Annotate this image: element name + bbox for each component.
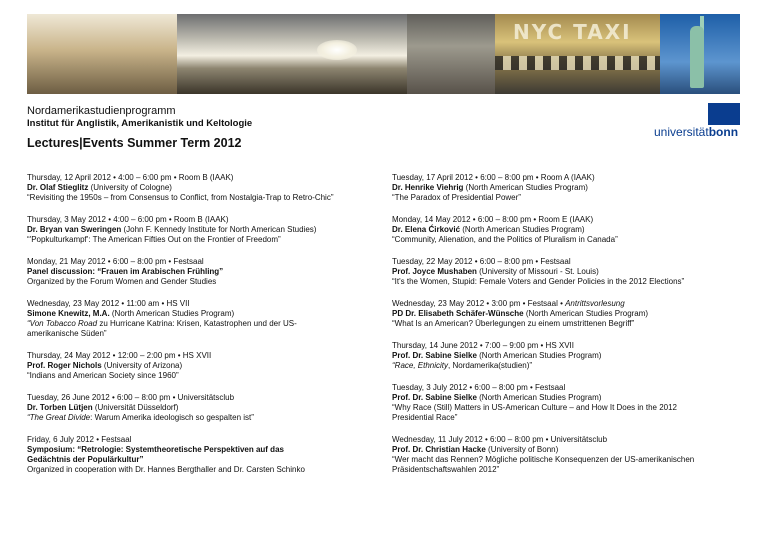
event-affiliation: (North American Studies Program) <box>476 393 602 402</box>
event-title: : Warum Amerika ideologisch so gespalten ist” <box>90 413 254 422</box>
event-title: “Community, Alienation, and the Politics of Pluralism in Canada” <box>392 235 618 244</box>
event-affiliation: (North American Studies Program) <box>463 183 588 192</box>
event-affiliation: (University of Arizona) <box>101 361 183 370</box>
banner-highway-image <box>407 14 495 94</box>
events-left-column <box>27 173 387 487</box>
banner-taxi-image <box>495 14 660 94</box>
event-item <box>27 257 387 287</box>
event-date: Thursday, 12 April 2012 • 4:00 – 6:00 pm • Room B (IAAK) <box>27 173 234 182</box>
event-speaker: Symposium: “Retrologie: Systemtheoretische Perspektiven auf das <box>27 445 284 454</box>
event-title-italic: “The Great Divide <box>27 413 91 422</box>
banner-sunset-road-image <box>177 14 407 94</box>
event-affiliation: (University of Bonn) <box>485 445 559 454</box>
events-right-column <box>392 173 752 487</box>
event-affiliation: (North American Studies Program) <box>460 225 585 234</box>
event-item <box>392 341 752 371</box>
statue-shape <box>690 26 704 88</box>
event-title: “Wer macht das Rennen? Mögliche politische Konsequenzen der US-amerikanischen <box>392 455 695 464</box>
event-title-line2: Präsidentschaftswahlen 2012” <box>392 465 500 474</box>
event-title: “The Paradox of Presidential Power” <box>392 193 521 202</box>
event-affiliation: (North American Studies Program) <box>476 351 602 360</box>
event-item <box>27 351 387 381</box>
event-item <box>27 393 387 423</box>
event-title-line2: Presidential Race” <box>392 413 458 422</box>
banner-statue-of-liberty-image <box>660 14 740 94</box>
event-date: Wednesday, 11 July 2012 • 6:00 – 8:00 pm • Universitätsclub <box>392 435 608 444</box>
event-date: Thursday, 14 June 2012 • 7:00 – 9:00 pm • HS XVII <box>392 341 575 350</box>
event-date: Thursday, 24 May 2012 • 12:00 – 2:00 pm • HS XVII <box>27 351 212 360</box>
event-date: Tuesday, 17 April 2012 • 6:00 – 8:00 pm • Room A (IAAK) <box>392 173 595 182</box>
program-name: Nordamerikastudienprogramm <box>27 105 176 117</box>
event-title-italic: “Von Tobacco Road <box>27 319 98 328</box>
event-title: Organized by the Forum Women and Gender Studies <box>27 277 217 286</box>
event-item <box>392 215 752 245</box>
event-affiliation: (John F. Kennedy Institute for North American Studies) <box>121 225 317 234</box>
event-speaker: Dr. Bryan van Sweringen <box>27 225 122 234</box>
event-speaker: Prof. Joyce Mushaben <box>392 267 477 276</box>
event-affiliation: (University of Cologne) <box>88 183 172 192</box>
event-date: Tuesday, 22 May 2012 • 6:00 – 8:00 pm • Festsaal <box>392 257 571 266</box>
event-item <box>27 435 387 475</box>
event-date: Tuesday, 26 June 2012 • 6:00 – 8:00 pm • Universitätsclub <box>27 393 235 402</box>
event-affiliation: (North American Studies Program) <box>109 309 235 318</box>
event-item <box>392 435 752 475</box>
event-item <box>392 173 752 203</box>
event-title: “Why Race (Still) Matters in US-American Culture – and How It Does in the 2012 <box>392 403 677 412</box>
event-date: Friday, 6 July 2012 • Festsaal <box>27 435 132 444</box>
event-speaker: Dr. Elena Ćirković <box>392 225 461 234</box>
logo-text-bold: bonn <box>708 125 739 139</box>
event-item <box>392 383 752 423</box>
banner-taxi-text: NYC TAXI <box>513 20 632 44</box>
event-title: “Indians and American Society since 1960” <box>27 371 179 380</box>
event-date: Tuesday, 3 July 2012 • 6:00 – 8:00 pm • Festsaal <box>392 383 566 392</box>
taxi-checker-stripe <box>495 56 660 70</box>
event-speaker: Prof. Dr. Sabine Sielke <box>392 351 477 360</box>
institute-name: Institut für Anglistik, Amerikanistik und Keltologie <box>27 118 253 129</box>
event-affiliation: (University of Missouri - St. Louis) <box>476 267 599 276</box>
university-building-icon <box>708 103 740 125</box>
event-title: , Nordamerika(studien)” <box>448 361 533 370</box>
event-item <box>27 173 387 203</box>
event-title: “Revisiting the 1950s – from Consensus to Conflict, from Nostalgia-Trap to Retro-Chic” <box>27 193 334 202</box>
page-title: Lectures|Events Summer Term 2012 <box>27 136 242 150</box>
event-title: Organized in cooperation with Dr. Hannes Bergthaller and Dr. Carsten Schinko <box>27 465 305 474</box>
university-logo <box>654 103 740 137</box>
header-banner <box>27 14 740 94</box>
event-speaker: Simone Knewitz, M.A. <box>27 309 110 318</box>
sun-glow <box>317 40 357 60</box>
event-date: Monday, 21 May 2012 • 6:00 – 8:00 pm • Festsaal <box>27 257 204 266</box>
event-speaker: Dr. Henrike Viehrig <box>392 183 464 192</box>
event-speaker: Panel discussion: “Frauen im Arabischen Frühling” <box>27 267 224 276</box>
event-date: Wednesday, 23 May 2012 • 11:00 am • HS VII <box>27 299 190 308</box>
event-date-italic: Antrittsvorlesung <box>565 299 625 308</box>
event-speaker: Dr. Torben Lütjen <box>27 403 93 412</box>
event-title: “It's the Women, Stupid: Female Voters and Gender Policies in the 2012 Elections” <box>392 277 685 286</box>
banner-desert-image <box>27 14 177 94</box>
logo-text-regular: universität <box>654 125 709 139</box>
event-date: Thursday, 3 May 2012 • 4:00 – 6:00 pm • Room B (IAAK) <box>27 215 229 224</box>
event-speaker: Prof. Roger Nichols <box>27 361 102 370</box>
event-title-italic: “Race, Ethnicity <box>392 361 449 370</box>
event-title: “'Popkulturkampf': The American Fifties Out on the Frontier of Freedom” <box>27 235 281 244</box>
event-title-line2: amerikanische Süden” <box>27 329 107 338</box>
event-item <box>27 299 387 339</box>
event-item <box>27 215 387 245</box>
event-speaker: Dr. Olaf Stieglitz <box>27 183 89 192</box>
event-item <box>392 257 752 287</box>
event-speaker: Prof. Dr. Sabine Sielke <box>392 393 477 402</box>
event-date: Wednesday, 23 May 2012 • 3:00 pm • Festsaal • <box>392 299 566 308</box>
event-speaker: Prof. Dr. Christian Hacke <box>392 445 486 454</box>
event-title: zu Hurricane Katrina: Krisen, Katastrophen und der US- <box>97 319 297 328</box>
event-title: “What Is an American? Überlegungen zu einem umstrittenen Begriff” <box>392 319 635 328</box>
event-date: Monday, 14 May 2012 • 6:00 – 8:00 pm • Room E (IAAK) <box>392 215 594 224</box>
event-affiliation: (North American Studies Program) <box>523 309 649 318</box>
logo-text <box>654 125 738 139</box>
event-speaker: PD Dr. Elisabeth Schäfer-Wünsche <box>392 309 524 318</box>
event-affiliation: (Universität Düsseldorf) <box>92 403 179 412</box>
event-item <box>392 299 752 329</box>
event-speaker-line2: Gedächtnis der Populärkultur” <box>27 455 144 464</box>
